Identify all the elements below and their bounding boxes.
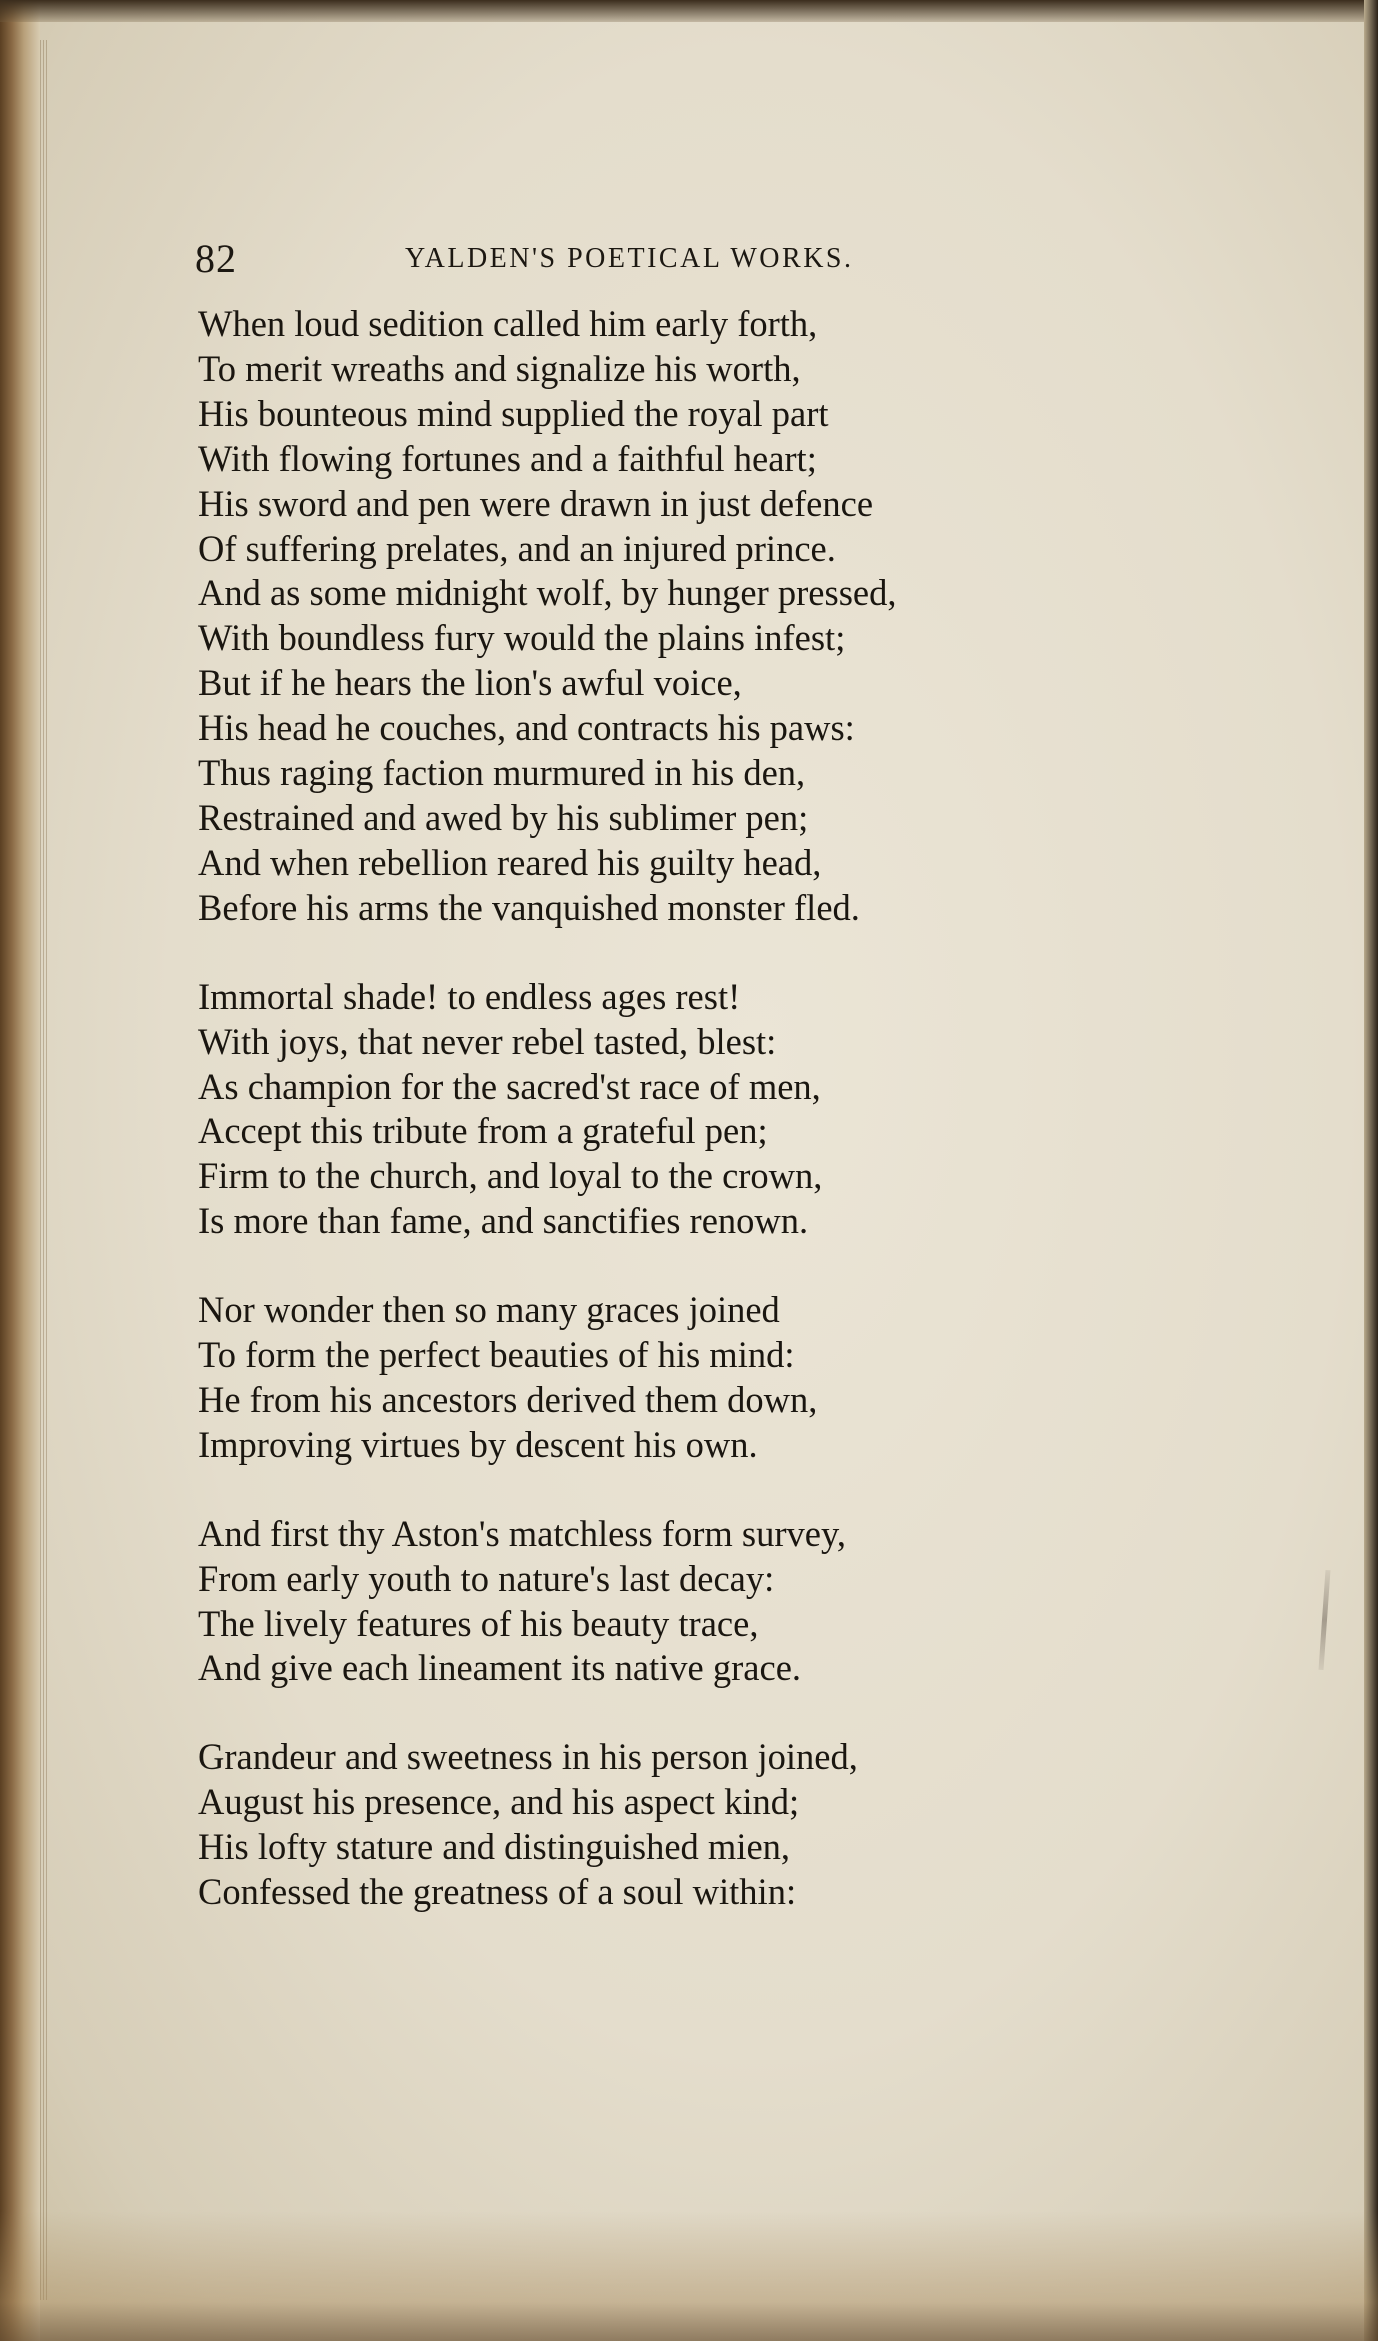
verse-line: Immortal shade! to endless ages rest! xyxy=(198,975,741,1017)
pencil-mark xyxy=(1319,1570,1331,1670)
page-header xyxy=(195,235,1095,295)
verse-line: Grandeur and sweetness in his person joined, xyxy=(198,1736,858,1778)
verse-line: His lofty stature and distinguished mien, xyxy=(198,1826,791,1868)
verse-line: When loud sedition called him early forth, xyxy=(198,303,818,344)
page-number: 82 xyxy=(195,236,237,281)
verse-line: From early youth to nature's last decay: xyxy=(198,1557,775,1599)
verse-line: With flowing fortunes and a faithful heart; xyxy=(198,437,817,479)
top-edge-shadow xyxy=(0,0,1378,22)
verse-line: Firm to the church, and loyal to the crown, xyxy=(198,1155,823,1197)
verse-line: Is more than fame, and sanctifies renown. xyxy=(198,1200,809,1242)
verse-line: The lively features of his beauty trace, xyxy=(198,1602,759,1644)
verse-line: Improving virtues by descent his own. xyxy=(198,1423,758,1465)
verse-line: As champion for the sacred'st race of men, xyxy=(198,1065,821,1107)
verse-line: Restrained and awed by his sublimer pen; xyxy=(198,796,809,838)
running-title: YALDEN'S POETICAL WORKS. xyxy=(405,243,854,274)
stanza xyxy=(198,1288,1148,1468)
verse-line: His bounteous mind supplied the royal part xyxy=(198,392,829,434)
verse-line: But if he hears the lion's awful voice, xyxy=(198,662,742,704)
verse-line: His head he couches, and contracts his paws: xyxy=(198,707,855,749)
verse-line: With joys, that never rebel tasted, blest: xyxy=(198,1020,777,1062)
stanza xyxy=(198,302,1148,931)
verse-line: And when rebellion reared his guilty head, xyxy=(198,841,822,883)
verse-line: August his presence, and his aspect kind; xyxy=(198,1781,800,1823)
stanza xyxy=(198,1512,1148,1692)
right-edge-shadow xyxy=(1364,0,1378,2341)
verse-line: And first thy Aston's matchless form survey, xyxy=(198,1512,846,1554)
verse-line: To form the perfect beauties of his mind: xyxy=(198,1334,795,1376)
book-binding xyxy=(0,0,40,2341)
verse-line: Accept this tribute from a grateful pen; xyxy=(198,1110,768,1152)
verse-line: To merit wreaths and signalize his worth, xyxy=(198,347,801,389)
verse-line: His sword and pen were drawn in just defence xyxy=(198,482,874,524)
bottom-stain xyxy=(0,2211,1378,2341)
verse-line: And give each lineament its native grace. xyxy=(198,1647,802,1689)
verse-line: Nor wonder then so many graces joined xyxy=(198,1289,780,1331)
verse-line: He from his ancestors derived them down, xyxy=(198,1378,818,1420)
stanza xyxy=(198,1735,1148,1915)
verse-line: And as some midnight wolf, by hunger pressed, xyxy=(198,572,897,614)
verse-line: Confessed the greatness of a soul within: xyxy=(198,1871,797,1913)
verse-line: Before his arms the vanquished monster fled. xyxy=(198,886,860,928)
page-edges xyxy=(40,40,48,2300)
verse-line: With boundless fury would the plains infest; xyxy=(198,617,846,659)
verse-line: Of suffering prelates, and an injured prince. xyxy=(198,527,836,569)
verse-line: Thus raging faction murmured in his den, xyxy=(198,752,806,794)
poem-body xyxy=(198,302,1148,1959)
stanza xyxy=(198,975,1148,1244)
